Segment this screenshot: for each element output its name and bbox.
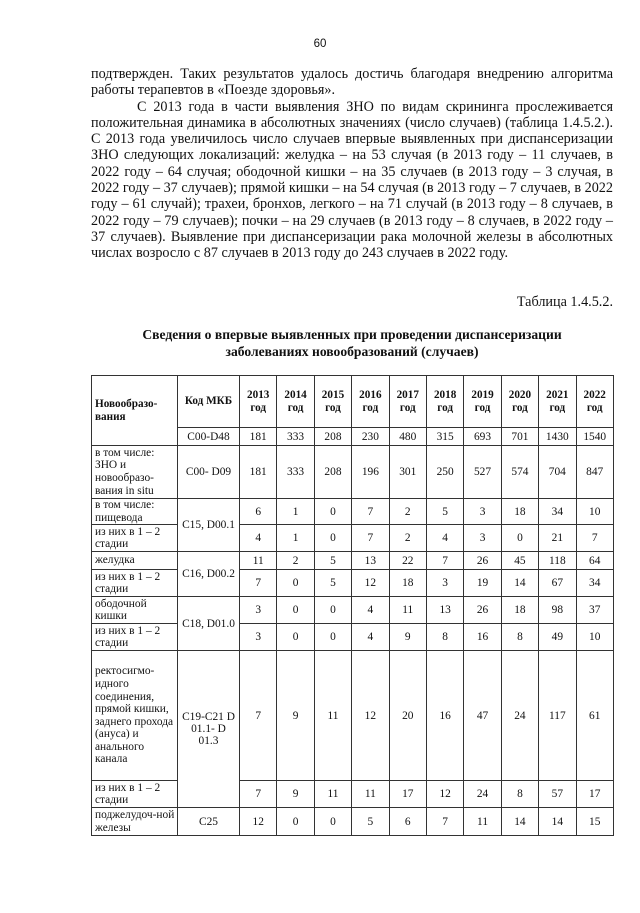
table-row — [92, 552, 614, 570]
value-cell: 14 — [539, 808, 576, 836]
value-cell: 333 — [277, 428, 314, 446]
paragraph: С 2013 года в части выявления ЗНО по видам скрининга прослеживается положительная динамика в абсолютных значениях (число случаев) (таблица 1.4.5.2.). С 2013 года увеличилось число случаев впервые выявленных при диспансеризации ЗНО следующих локализаций: желудка – на 53 случая (в 2013 году – 11 случаев, в 2022 году – 64 случая; ободочной кишки – на 35 случаев (в 2013 году – 3 случая, в 2022 году – 37 случаев); прямой кишки – на 54 случая (в 2013 году – 7 случаев, в 2022 году – 61 случай); трахеи, бронхов, легкого – на 71 случай (в 2013 году – 8 случаев, в 2022 году – 79 случаев); почки – на 29 случаев (в 2013 году – 8 случаев, в 2022 году – 37 случаев). Выявление при диспансеризации рака молочной железы в абсолютных числах возросло с 87 случаев в 2013 году до 243 случаев в 2022 году. — [91, 98, 613, 262]
value-cell: 11 — [314, 781, 351, 808]
year-unit: год — [250, 401, 267, 414]
year-unit: год — [512, 401, 528, 414]
value-cell: 98 — [539, 597, 576, 624]
year-label: 2022 — [583, 388, 606, 401]
value-cell: 14 — [501, 808, 538, 836]
value-cell: 117 — [539, 651, 576, 781]
value-cell: 18 — [389, 570, 426, 597]
value-cell: 0 — [314, 624, 351, 651]
value-cell: 37 — [576, 597, 613, 624]
table-row — [92, 781, 614, 808]
table-title-line: заболеваниях новообразований (случаев) — [225, 343, 479, 359]
value-cell: 26 — [464, 597, 501, 624]
value-cell: 1 — [277, 525, 314, 552]
value-cell: 4 — [352, 624, 389, 651]
year-unit: год — [549, 401, 566, 414]
table-row — [92, 446, 614, 499]
table-row — [92, 597, 614, 624]
value-cell: 1 — [277, 499, 314, 525]
header-year — [501, 376, 538, 428]
neoplasm-name: поджелудоч-ной железы — [92, 808, 178, 836]
value-cell: 4 — [240, 525, 277, 552]
value-cell: 0 — [277, 808, 314, 836]
value-cell: 61 — [576, 651, 613, 781]
icd-code: C16, D00.2 — [178, 552, 240, 597]
neoplasm-table — [91, 375, 614, 836]
year-unit: год — [474, 401, 491, 414]
value-cell: 0 — [277, 597, 314, 624]
table-row — [92, 808, 614, 836]
header-year — [277, 376, 314, 428]
table-row — [92, 651, 614, 781]
value-cell: 181 — [240, 428, 277, 446]
header-year — [352, 376, 389, 428]
value-cell: 13 — [426, 597, 463, 624]
table-row — [92, 525, 614, 552]
year-unit: год — [362, 401, 379, 414]
value-cell: 250 — [426, 446, 463, 499]
table-row — [92, 624, 614, 651]
value-cell: 24 — [464, 781, 501, 808]
value-cell: 11 — [464, 808, 501, 836]
year-label: 2013 — [247, 388, 270, 401]
value-cell: 1430 — [539, 428, 576, 446]
value-cell: 47 — [464, 651, 501, 781]
header-year — [426, 376, 463, 428]
value-cell: 49 — [539, 624, 576, 651]
value-cell: 19 — [464, 570, 501, 597]
value-cell: 12 — [426, 781, 463, 808]
neoplasm-name: ободочной кишки — [92, 597, 178, 624]
value-cell: 24 — [501, 651, 538, 781]
value-cell: 693 — [464, 428, 501, 446]
value-cell: 0 — [314, 499, 351, 525]
year-unit: год — [287, 401, 304, 414]
table-title-line: Сведения о впервые выявленных при проведении диспансеризации — [142, 327, 562, 342]
icd-code: C25 — [178, 808, 240, 836]
table-row — [92, 499, 614, 525]
neoplasm-name: в том числе: пищевода — [92, 499, 178, 525]
value-cell: 3 — [240, 597, 277, 624]
value-cell: 45 — [501, 552, 538, 570]
value-cell: 14 — [501, 570, 538, 597]
year-label: 2021 — [546, 388, 569, 401]
value-cell: 315 — [426, 428, 463, 446]
value-cell: 527 — [464, 446, 501, 499]
value-cell: 0 — [314, 808, 351, 836]
value-cell: 574 — [501, 446, 538, 499]
table-title — [91, 327, 613, 360]
value-cell: 4 — [426, 525, 463, 552]
year-label: 2015 — [321, 388, 345, 401]
value-cell: 3 — [464, 525, 501, 552]
value-cell: 208 — [314, 446, 351, 499]
value-cell: 9 — [277, 651, 314, 781]
value-cell: 18 — [501, 499, 538, 525]
value-cell: 5 — [426, 499, 463, 525]
neoplasm-name: желудка — [92, 552, 178, 570]
value-cell: 5 — [314, 570, 351, 597]
value-cell: 701 — [501, 428, 538, 446]
value-cell: 16 — [464, 624, 501, 651]
year-label: 2016 — [359, 388, 382, 401]
value-cell: 21 — [539, 525, 576, 552]
neoplasm-name: из них в 1 – 2 стадии — [92, 570, 178, 597]
header-year — [576, 376, 613, 428]
neoplasm-name: из них в 1 – 2 стадии — [92, 624, 178, 651]
value-cell: 5 — [352, 808, 389, 836]
value-cell: 8 — [426, 624, 463, 651]
value-cell: 3 — [426, 570, 463, 597]
value-cell: 3 — [240, 624, 277, 651]
neoplasm-name: ректосигмо-идного соединения, прямой кишки, заднего прохода (ануса) и анального канала — [92, 651, 178, 781]
value-cell: 0 — [277, 624, 314, 651]
value-cell: 6 — [389, 808, 426, 836]
year-label: 2014 — [284, 388, 307, 401]
value-cell: 7 — [352, 525, 389, 552]
value-cell: 13 — [352, 552, 389, 570]
value-cell: 847 — [576, 446, 613, 499]
header-year — [240, 376, 277, 428]
icd-code: C19-C21 D 01.1- D 01.3 — [178, 651, 240, 808]
paragraph: подтвержден. Таких результатов удалось достичь благодаря внедрению алгоритма работы терапевтов в «Поезде здоровья». — [91, 66, 613, 99]
value-cell: 7 — [240, 570, 277, 597]
value-cell: 11 — [240, 552, 277, 570]
header-row — [92, 376, 614, 428]
year-unit: год — [437, 401, 454, 414]
value-cell: 3 — [464, 499, 501, 525]
icd-code: C00-D48 — [178, 428, 240, 446]
value-cell: 18 — [501, 597, 538, 624]
table-caption: Таблица 1.4.5.2. — [516, 294, 613, 310]
value-cell: 196 — [352, 446, 389, 499]
year-unit: год — [586, 401, 603, 414]
value-cell: 10 — [576, 499, 613, 525]
value-cell: 22 — [389, 552, 426, 570]
value-cell: 34 — [539, 499, 576, 525]
value-cell: 118 — [539, 552, 576, 570]
value-cell: 9 — [389, 624, 426, 651]
value-cell: 11 — [352, 781, 389, 808]
year-label: 2019 — [471, 388, 494, 401]
value-cell: 10 — [576, 624, 613, 651]
header-icd-code: Код МКБ — [178, 376, 240, 428]
value-cell: 8 — [501, 781, 538, 808]
icd-code: C18, D01.0 — [178, 597, 240, 651]
year-unit: год — [399, 401, 416, 414]
value-cell: 15 — [576, 808, 613, 836]
value-cell: 11 — [314, 651, 351, 781]
value-cell: 7 — [426, 552, 463, 570]
page-number: 60 — [313, 38, 327, 50]
value-cell: 34 — [576, 570, 613, 597]
header-neoplasm: Новообразо-вания — [92, 376, 178, 446]
value-cell: 301 — [389, 446, 426, 499]
value-cell: 480 — [389, 428, 426, 446]
value-cell: 17 — [576, 781, 613, 808]
value-cell: 67 — [539, 570, 576, 597]
value-cell: 16 — [426, 651, 463, 781]
value-cell: 12 — [240, 808, 277, 836]
value-cell: 4 — [352, 597, 389, 624]
value-cell: 0 — [277, 570, 314, 597]
neoplasm-name: из них в 1 – 2 стадии — [92, 525, 178, 552]
year-unit: год — [325, 401, 341, 414]
table-row — [92, 570, 614, 597]
year-label: 2018 — [433, 388, 457, 401]
icd-code: C00- D09 — [178, 446, 240, 499]
value-cell: 7 — [352, 499, 389, 525]
value-cell: 9 — [277, 781, 314, 808]
value-cell: 7 — [426, 808, 463, 836]
value-cell: 6 — [240, 499, 277, 525]
value-cell: 64 — [576, 552, 613, 570]
value-cell: 7 — [240, 651, 277, 781]
value-cell: 2 — [277, 552, 314, 570]
header-year — [314, 376, 351, 428]
value-cell: 208 — [314, 428, 351, 446]
header-year — [389, 376, 426, 428]
value-cell: 1540 — [576, 428, 613, 446]
value-cell: 0 — [314, 525, 351, 552]
neoplasm-name: в том числе: ЗНО и новообразо-вания in situ — [92, 446, 178, 499]
value-cell: 2 — [389, 525, 426, 552]
value-cell: 12 — [352, 651, 389, 781]
value-cell: 20 — [389, 651, 426, 781]
value-cell: 26 — [464, 552, 501, 570]
value-cell: 11 — [389, 597, 426, 624]
body-text — [91, 66, 613, 262]
neoplasm-name: из них в 1 – 2 стадии — [92, 781, 178, 808]
value-cell: 8 — [501, 624, 538, 651]
icd-code: C15, D00.1 — [178, 499, 240, 552]
year-label: 2017 — [396, 388, 419, 401]
header-year — [464, 376, 501, 428]
value-cell: 2 — [389, 499, 426, 525]
value-cell: 7 — [576, 525, 613, 552]
value-cell: 0 — [501, 525, 538, 552]
value-cell: 333 — [277, 446, 314, 499]
value-cell: 230 — [352, 428, 389, 446]
value-cell: 0 — [314, 597, 351, 624]
value-cell: 704 — [539, 446, 576, 499]
value-cell: 57 — [539, 781, 576, 808]
header-year — [539, 376, 576, 428]
value-cell: 7 — [240, 781, 277, 808]
value-cell: 12 — [352, 570, 389, 597]
value-cell: 181 — [240, 446, 277, 499]
year-label: 2020 — [508, 388, 532, 401]
value-cell: 5 — [314, 552, 351, 570]
value-cell: 17 — [389, 781, 426, 808]
